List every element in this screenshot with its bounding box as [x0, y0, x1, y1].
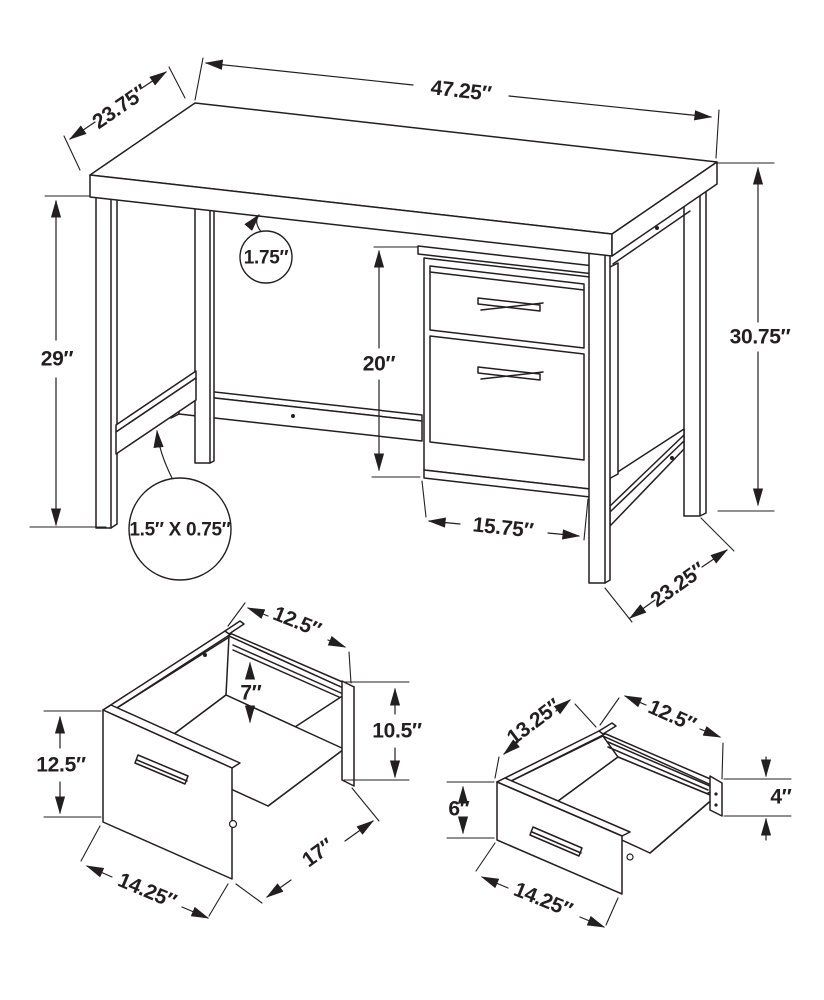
dim-top-drawer-front-width: 14.25″	[510, 877, 576, 923]
dim-cabinet-height: 20″	[362, 352, 396, 376]
desk-front-right-leg	[589, 247, 610, 583]
file-drawer-rail-end	[225, 621, 244, 634]
desk-drawer-cabinet	[418, 246, 618, 497]
dim-desk-height: 29″	[40, 347, 74, 371]
top-drawer-back-endcap	[710, 776, 722, 816]
dim-file-drawer-front-height: 12.5″	[36, 753, 86, 777]
dim-leg-depth: 23.25″	[646, 558, 710, 612]
dim-top-drawer-top-width: 12.5″	[644, 695, 700, 737]
cabinet-bottom-drawer-front	[430, 336, 584, 460]
dim-desk-top-depth: 23.75″	[88, 80, 152, 134]
dim-top-drawer-side-height: 4″	[770, 785, 792, 809]
dim-cabinet-width: 15.75″	[471, 513, 535, 543]
dim-file-drawer-front-width: 14.25″	[114, 868, 180, 914]
stretcher-screw-dot	[291, 414, 295, 418]
dim-desk-overall-height: 30.75″	[729, 325, 791, 349]
dim-desk-top-width: 47.25″	[429, 76, 493, 106]
dim-desk-top-thickness: 1.75″	[243, 247, 289, 269]
desk-front-left-leg	[96, 189, 117, 528]
top-drawer-keyhole	[627, 854, 633, 860]
file-drawer-keyhole	[230, 821, 237, 828]
top-drawer-rail-end	[599, 723, 616, 734]
desktop-slab	[90, 103, 717, 264]
top-drawer-drawing	[497, 723, 722, 894]
dim-top-drawer-front-height: 6″	[448, 797, 470, 821]
apron-screw-dot	[655, 226, 659, 230]
desk-back-left-leg	[195, 197, 214, 463]
dim-file-drawer-top-width: 12.5″	[269, 602, 325, 642]
dim-frame-profile: 1.5″ X 0.75″	[129, 519, 231, 541]
desk-right-stretcher	[610, 429, 684, 526]
file-drawer-screw-dot	[203, 653, 207, 657]
dim-file-drawer-side-height: 10.5″	[372, 719, 422, 743]
dim-file-drawer-inner-drop: 7″	[240, 681, 262, 705]
desk-back-right-leg	[684, 186, 706, 516]
dim-top-drawer-depth: 13.25″	[502, 694, 566, 750]
file-drawer-back-endcap	[342, 681, 354, 786]
dim-file-drawer-depth: 17″	[298, 834, 338, 872]
